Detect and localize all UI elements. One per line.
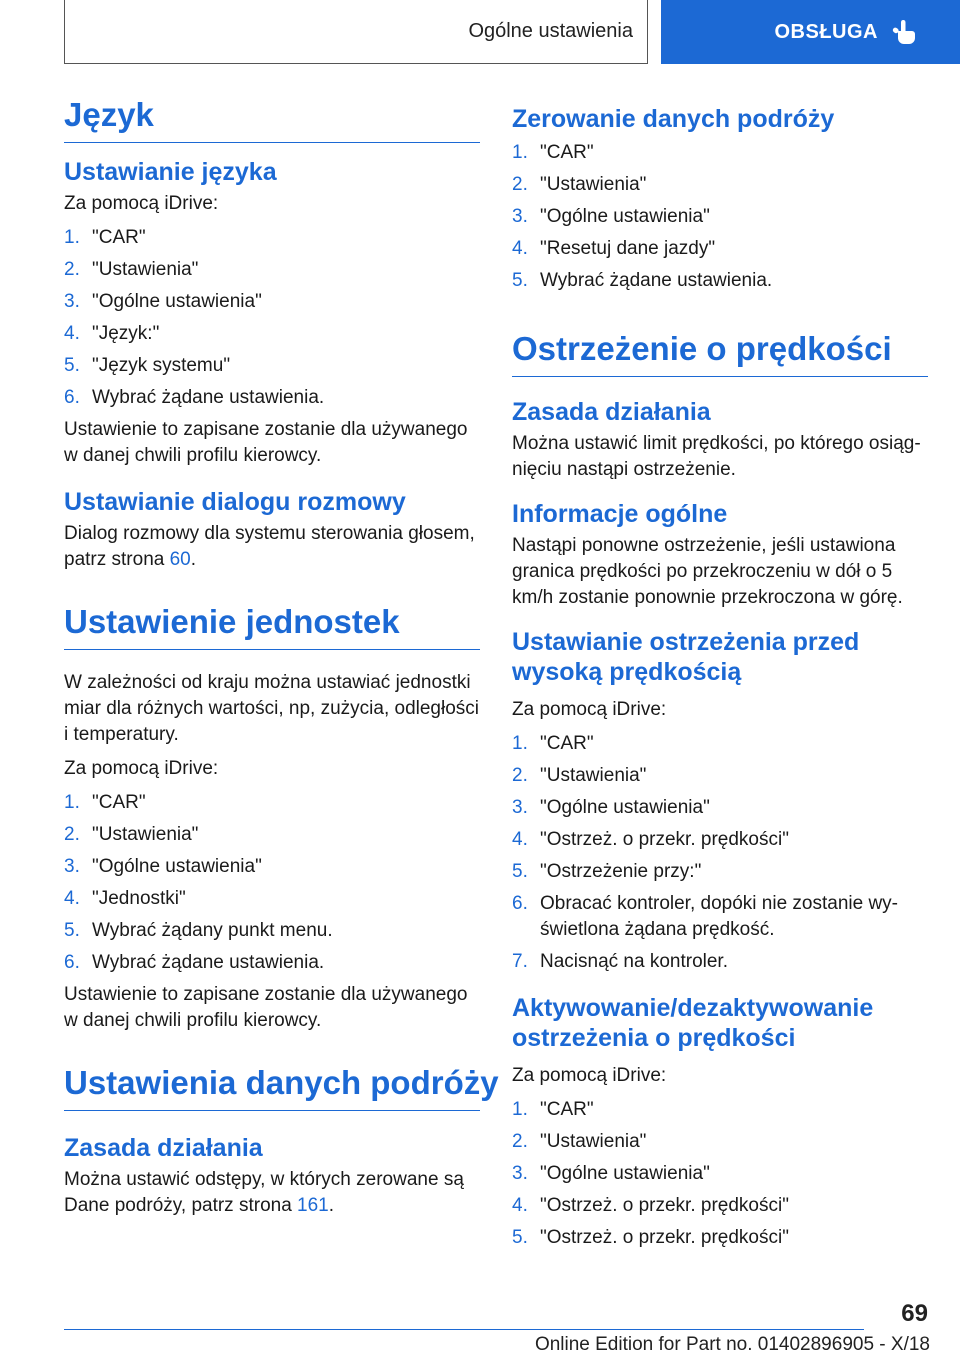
list-item: 7. Nacisnąć na kontroler. [512,950,728,972]
list-item: 1. "CAR" [512,732,594,754]
page-number: 69 [901,1300,928,1327]
toggle-speed-steps [512,1097,928,1251]
dialog-text: Dialog rozmowy dla systemu sterowania głosem, patrz strona 60. [64,522,475,570]
list-item: 1. "CAR" [64,791,146,813]
general-info-text: Nastąpi ponowne ostrzeżenie, jeśli ustawiona granica prędkości po przekroczeniu w dół o 5 km/h zostanie ponownie przekroczona w górę. [512,534,903,608]
list-item: 4. "Resetuj dane jazdy" [512,238,716,259]
list-item: 3. "Ogólne ustawienia" [64,855,262,877]
page-link-161[interactable]: 161 [297,1194,329,1216]
list-item: 2. "Ustawienia" [512,764,647,786]
footer-divider [64,1329,864,1330]
left-column [64,96,499,1227]
list-item: 2. "Ustawienia" [512,1130,647,1152]
list-item: 1. "CAR" [512,142,594,163]
list-item: 1. "CAR" [512,1098,594,1120]
set-speed-intro: Za pomocą iDrive: [512,698,667,720]
list-item: 5. "Ostrzeżenie przy:" [512,860,702,882]
heading-units: Ustawienie jednostek [64,603,480,650]
units-intro: Za pomocą iDrive: [64,757,219,779]
speed-principle-text: Można ustawić limit prędkości, po którego osiąg-nięciu nastąpi ostrzeżenie. [512,432,921,480]
list-item: 2. "Ustawienia" [64,823,199,845]
list-item: 5. Wybrać żądany punkt menu. [64,919,333,941]
list-item: 6. Wybrać żądane ustawienia. [64,951,325,973]
heading-general-info: Informacje ogólne [512,499,728,528]
list-item: 3. "Ogólne ustawienia" [64,290,262,312]
units-steps [64,790,480,976]
heading-dialog: Ustawianie dialogu rozmowy [64,487,406,516]
pointing-hand-icon [890,18,918,46]
heading-language: Język [64,96,480,143]
chapter-label: OBSŁUGA [774,20,878,43]
heading-speed-warning: Ostrzeżenie o prędkości [512,330,928,377]
heading-set-speed-warning: Ustawianie ostrzeżenia przed wysoką prędkością [512,627,860,686]
list-item: 2. "Ustawienia" [64,258,199,280]
set-language-note: Ustawienie to zapisane zostanie dla używanego w danej chwili profilu kierowcy. [64,418,468,466]
list-item: 5. "Język systemu" [64,354,231,376]
list-item: 3. "Ogólne ustawienia" [512,206,710,227]
list-item: 2. "Ustawienia" [512,174,647,195]
reset-trip-steps [512,140,928,294]
heading-trip-data: Ustawienia danych podróży [64,1064,480,1111]
heading-toggle-speed-warning: Aktywowanie/dezaktywowanie ostrzeżenia o prędkości [512,993,874,1052]
heading-set-language: Ustawianie języka [64,157,277,186]
units-note: Ustawienie to zapisane zostanie dla używanego w danej chwili profilu kierowcy. [64,983,468,1031]
list-item: 5. Wybrać żądane ustawienia. [512,270,773,291]
list-item: 3. "Ogólne ustawienia" [512,1162,710,1184]
set-language-intro: Za pomocą iDrive: [64,192,219,214]
heading-reset-trip: Zerowanie danych podróży [512,105,835,133]
page-link-60[interactable]: 60 [169,548,191,570]
list-item: 4. "Język:" [64,322,160,344]
header-section-title [64,0,648,64]
heading-trip-principle: Zasada działania [64,1133,263,1162]
list-item: 4. "Jednostki" [64,887,186,909]
set-speed-steps [512,731,928,975]
set-language-steps [64,225,480,411]
section-title-text: Ogólne ustawienia [468,20,633,42]
list-item: 4. "Ostrzeż. o przekr. prędkości" [512,828,789,850]
header-chapter-tab [661,0,960,64]
units-text: W zależności od kraju można ustawiać jednostki miar dla różnych wartości, np, zużycia, odległości i temperatury. [64,671,480,745]
list-item: 1. "CAR" [64,226,146,248]
list-item: 6. Wybrać żądane ustawienia. [64,386,325,408]
trip-principle-text: Można ustawić odstępy, w których zerowane są Dane podróży, patrz strona 161. [64,1168,464,1216]
list-item: 6. Obracać kontroler, dopóki nie zostanie wy-świetlona żądana prędkość. [512,892,899,940]
list-item: 5. "Ostrzeż. o przekr. prędkości" [512,1226,789,1248]
toggle-speed-intro: Za pomocą iDrive: [512,1064,667,1086]
right-column [512,96,928,1257]
list-item: 4. "Ostrzeż. o przekr. prędkości" [512,1194,789,1216]
footer-edition: Online Edition for Part no. 01402896905 - X/18 [534,1334,930,1355]
list-item: 3. "Ogólne ustawienia" [512,796,710,818]
heading-speed-principle: Zasada działania [512,397,711,426]
